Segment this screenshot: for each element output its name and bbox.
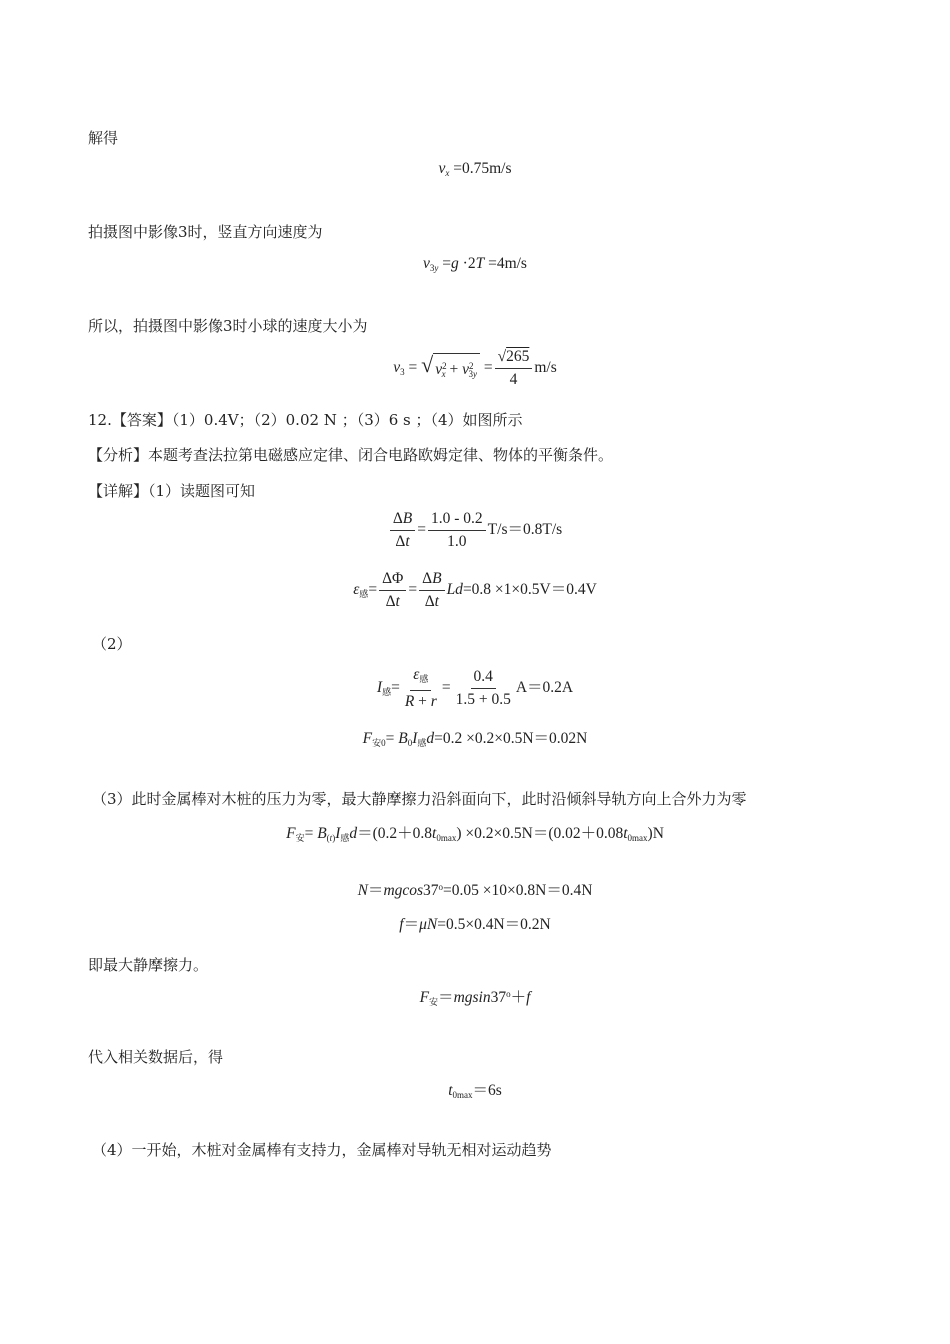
sqrt-expression: √ $v^2_x + v^2_{3y}$ — [421, 353, 480, 384]
equation-balance: $F_安=mgsin37^o+f$ — [419, 989, 531, 1007]
part-4-line: （4）一开始，木桩对金属棒有支持力，金属棒对导轨无相对运动趋势 — [92, 1141, 552, 1159]
text-line-jiede: 解得 — [88, 129, 119, 147]
equation-force-t: $F_安= B_{(t)}I_感d=(0.2+0.8t_{0max}) \times 0.2\times 0.5N=(0.02+0.08t_{0max})N$ — [286, 825, 664, 843]
analysis-line: 【分析】本题考查法拉第电磁感应定律、闭合电路欧姆定律、物体的平衡条件。 — [88, 446, 614, 464]
text-line-max-friction: 即最大静摩擦力。 — [88, 956, 209, 974]
equation-normal-force: $N=mgcos37^o=0.05 \times 10\times 0.8N=0.4N$ — [357, 882, 593, 899]
equation-emf: $\varepsilon_感=$ $\frac{\Delta\Phi}{\Delta t}$ = $\frac{\Delta B}{\Delta t}$ Ld=0.8 ×1×0.5V＝0.4V — [353, 570, 597, 610]
text-line-vertical-speed: 拍摄图中影像3时，竖直方向速度为 — [88, 223, 323, 241]
equation-current: $I_感=$ $\frac{\varepsilon_感}{R + r}$ = $\frac{0.4}{1.5 + 0.5}$ A＝0.2A — [376, 666, 574, 710]
detail-line: 【详解】（1）读题图可知 — [88, 482, 256, 500]
part-3-line: （3）此时金属棒对木桩的压力为零，最大静摩擦力沿斜面向下，此时沿倾斜导轨方向上合外力为零 — [92, 790, 747, 808]
equation-t0max: $t_{0max}=6s$ — [448, 1082, 502, 1100]
text-line-speed-magnitude: 所以，拍摄图中影像3时小球的速度大小为 — [88, 317, 368, 335]
equation-dB-dt: $\frac{\Delta B}{\Delta t}$ = $\frac{1.0 - 0.2}{1.0}$ T/s＝0.8T/s — [0, 510, 950, 551]
answer-line: 12.【答案】（1）0.4V；（2）0.02 N ；（3）6 s ；（4）如图所示 — [88, 411, 523, 429]
equation-friction: f＝μN=0.5×0.4N＝0.2N — [399, 916, 551, 933]
equation-force-0: $F_{安0}= B_0I_感d=0.2 \times 0.2\times 0.5N=0.02N$ — [362, 730, 588, 748]
text-line-substitute: 代入相关数据后，得 — [88, 1048, 224, 1066]
equation-v3y: $v_{3y} =g \cdot 2T =4m/s$ — [423, 255, 527, 274]
equation-v3: $v_3$ = √ $v^2_x + v^2_{3y}$ = $\frac{√265}{4}$ m/s — [393, 348, 557, 388]
part-2-label: （2） — [92, 635, 132, 653]
equation-vx: $v_x =0.75m/s$ — [438, 160, 512, 179]
